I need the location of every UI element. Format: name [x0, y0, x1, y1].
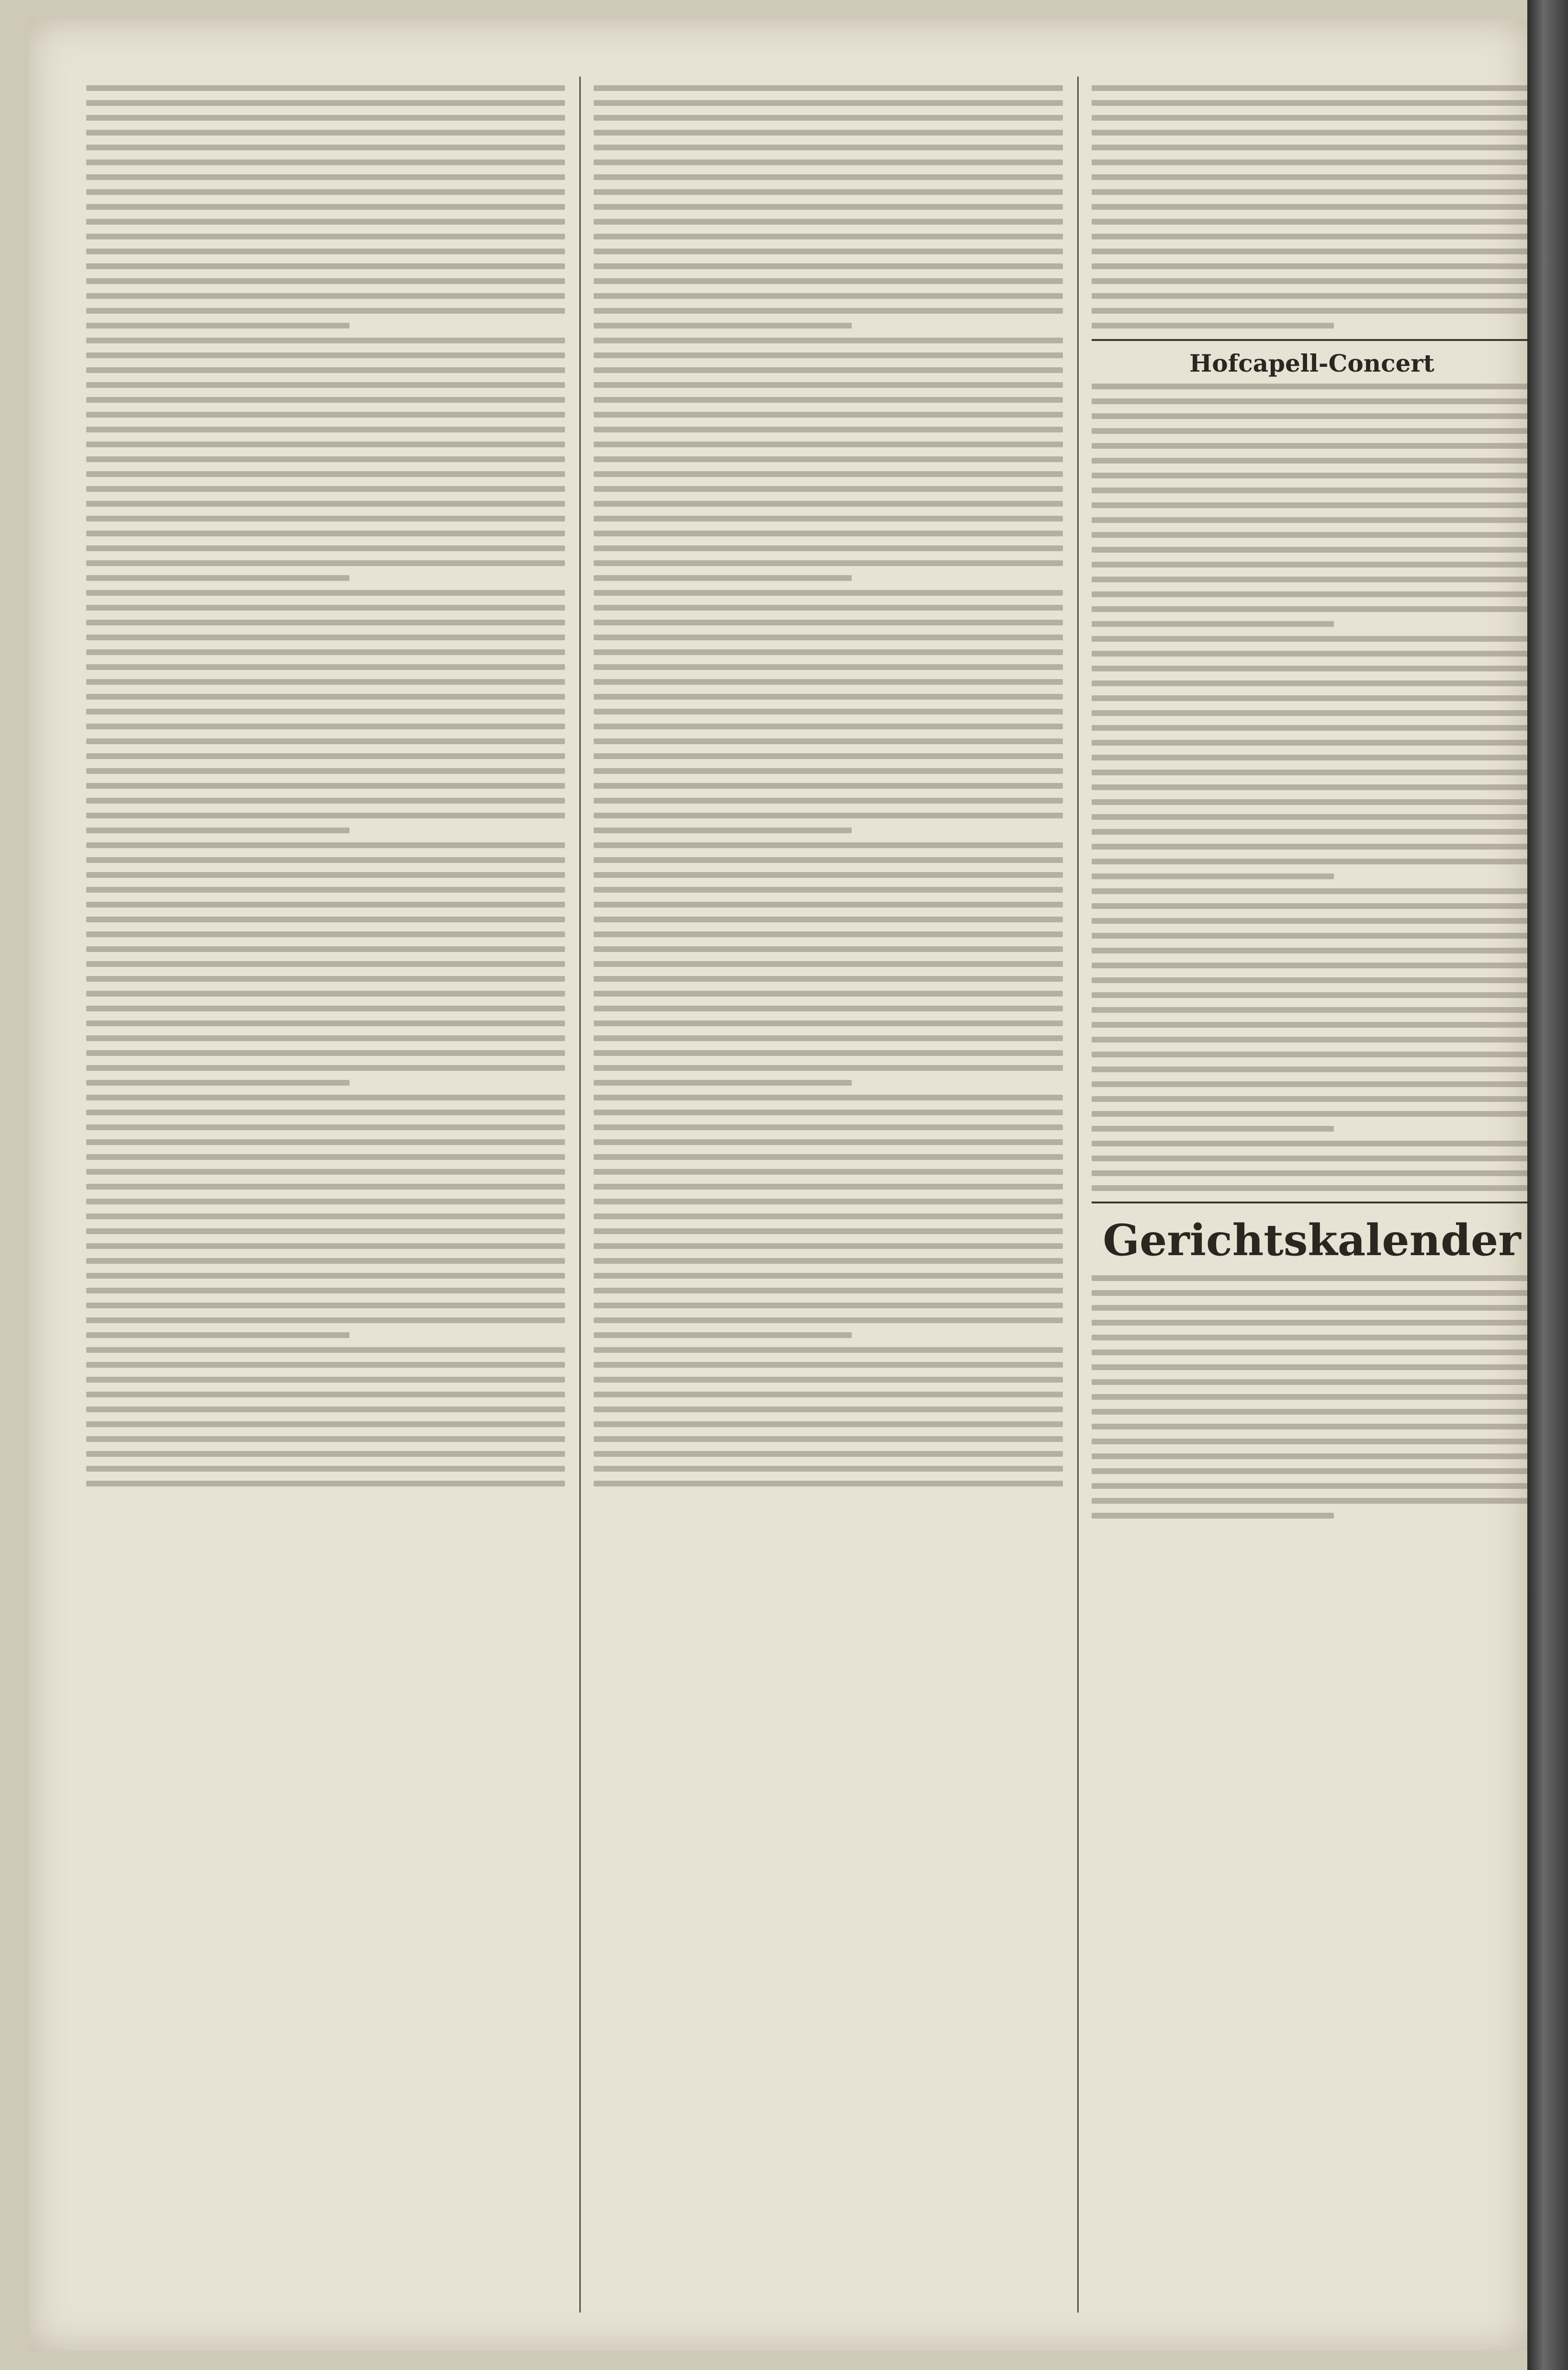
text-line-placeholder	[86, 159, 565, 165]
text-line-placeholder	[594, 842, 1063, 848]
text-line-placeholder	[1092, 636, 1532, 642]
text-line-placeholder	[1092, 159, 1532, 165]
text-line-placeholder	[86, 100, 565, 106]
text-line-placeholder	[594, 382, 1063, 388]
text-line-placeholder	[594, 516, 1063, 522]
text-line-placeholder	[594, 174, 1063, 180]
text-line-placeholder	[1092, 443, 1532, 449]
column-3	[1092, 77, 1532, 2313]
text-line-placeholder	[1092, 488, 1532, 493]
text-line-placeholder	[86, 545, 565, 551]
text-line-placeholder	[86, 1288, 565, 1293]
text-line-placeholder	[594, 1362, 1063, 1368]
text-line-placeholder	[1092, 829, 1532, 835]
text-line-placeholder	[594, 1035, 1063, 1041]
text-line-placeholder	[594, 753, 1063, 759]
text-line-placeholder	[86, 1243, 565, 1249]
text-line-placeholder	[1092, 591, 1532, 597]
text-line-placeholder	[1092, 859, 1532, 864]
text-line-placeholder	[1092, 189, 1532, 195]
text-line-placeholder	[594, 857, 1063, 863]
text-line-placeholder	[1092, 473, 1532, 478]
text-line-placeholder	[86, 1228, 565, 1234]
text-line-placeholder	[1092, 398, 1532, 404]
text-line-placeholder	[86, 1303, 565, 1308]
text-line-placeholder	[86, 946, 565, 952]
text-line-placeholder	[594, 902, 1063, 907]
text-line-placeholder	[594, 620, 1063, 625]
text-line-placeholder	[594, 961, 1063, 967]
text-line-placeholder	[86, 961, 565, 967]
text-line-placeholder	[86, 887, 565, 893]
text-line-placeholder	[1092, 977, 1532, 983]
text-line-placeholder	[594, 278, 1063, 284]
text-line-placeholder	[86, 1213, 565, 1219]
text-line-placeholder	[86, 724, 565, 729]
text-line-placeholder	[86, 768, 565, 774]
text-line-placeholder	[86, 501, 565, 507]
text-line-placeholder	[86, 1110, 565, 1115]
text-line-placeholder	[86, 130, 565, 136]
text-line-placeholder	[594, 145, 1063, 150]
section-heading: Hofcapell-Concert	[1189, 349, 1434, 377]
text-line-placeholder	[1092, 1066, 1532, 1072]
text-line-placeholder	[86, 917, 565, 922]
text-line-placeholder	[1092, 680, 1532, 686]
text-line-placeholder	[1092, 1111, 1532, 1117]
text-line-placeholder	[1092, 1275, 1532, 1281]
text-line-placeholder	[594, 219, 1063, 225]
text-line-placeholder	[86, 471, 565, 477]
text-line-placeholder	[594, 1451, 1063, 1457]
text-line-placeholder	[594, 338, 1063, 343]
text-line-placeholder	[594, 1065, 1063, 1071]
text-line-placeholder	[86, 1154, 565, 1160]
text-line-placeholder	[1092, 725, 1532, 731]
text-line-placeholder	[1092, 278, 1532, 284]
text-line-placeholder	[1092, 918, 1532, 924]
text-line-placeholder	[86, 902, 565, 907]
text-line-placeholder	[86, 263, 565, 269]
text-line-placeholder	[594, 1273, 1063, 1279]
text-line-placeholder	[86, 1406, 565, 1412]
text-line-placeholder	[594, 1347, 1063, 1353]
text-line-placeholder	[594, 1050, 1063, 1056]
text-line-placeholder	[1092, 1513, 1334, 1519]
text-line-placeholder	[594, 1258, 1063, 1264]
column-rule	[1077, 77, 1079, 2313]
text-line-placeholder	[594, 293, 1063, 299]
text-line-placeholder	[1092, 323, 1334, 329]
text-line-placeholder	[1092, 1498, 1532, 1504]
text-line-placeholder	[86, 1421, 565, 1427]
text-line-placeholder	[86, 1273, 565, 1279]
text-line-placeholder	[1092, 219, 1532, 225]
text-line-placeholder	[86, 234, 565, 239]
text-line-placeholder	[1092, 517, 1532, 523]
text-line-placeholder	[1092, 1483, 1532, 1489]
text-line-placeholder	[86, 427, 565, 432]
text-line-placeholder	[86, 1347, 565, 1353]
text-line-placeholder	[594, 471, 1063, 477]
text-line-placeholder	[1092, 234, 1532, 239]
text-line-placeholder	[86, 753, 565, 759]
text-line-placeholder	[594, 1243, 1063, 1249]
text-line-placeholder	[1092, 1394, 1532, 1400]
text-line-placeholder	[86, 976, 565, 982]
text-line-placeholder	[594, 709, 1063, 714]
text-line-placeholder	[594, 1317, 1063, 1323]
text-line-placeholder	[594, 159, 1063, 165]
text-line-placeholder	[1092, 130, 1532, 136]
text-line-placeholder	[1092, 1320, 1532, 1326]
text-line-placeholder	[1092, 1126, 1334, 1132]
text-line-placeholder	[594, 501, 1063, 507]
text-line-placeholder	[594, 1006, 1063, 1011]
text-line-placeholder	[86, 1362, 565, 1368]
text-line-placeholder	[594, 1392, 1063, 1397]
column-rule	[579, 77, 581, 2313]
text-line-placeholder	[86, 1006, 565, 1011]
text-block	[86, 85, 565, 1486]
text-line-placeholder	[1092, 710, 1532, 716]
text-line-placeholder	[594, 991, 1063, 997]
text-line-placeholder	[594, 813, 1063, 818]
text-line-placeholder	[86, 531, 565, 536]
text-line-placeholder	[86, 189, 565, 195]
text-line-placeholder	[1092, 755, 1532, 760]
text-line-placeholder	[1092, 384, 1532, 389]
text-line-placeholder	[1092, 1007, 1532, 1013]
text-line-placeholder	[1092, 562, 1532, 567]
text-line-placeholder	[594, 649, 1063, 655]
text-line-placeholder	[594, 1421, 1063, 1427]
text-line-placeholder	[86, 605, 565, 611]
text-line-placeholder	[594, 917, 1063, 922]
text-line-placeholder	[86, 1021, 565, 1026]
text-line-placeholder	[594, 768, 1063, 774]
text-line-placeholder	[594, 1481, 1063, 1486]
text-line-placeholder	[594, 412, 1063, 418]
text-line-placeholder	[594, 1466, 1063, 1472]
text-line-placeholder	[594, 1228, 1063, 1234]
text-line-placeholder	[594, 575, 852, 581]
text-line-placeholder	[86, 560, 565, 566]
text-line-placeholder	[594, 531, 1063, 536]
text-line-placeholder	[86, 174, 565, 180]
text-line-placeholder	[86, 857, 565, 863]
text-line-placeholder	[594, 783, 1063, 789]
text-line-placeholder	[594, 249, 1063, 254]
text-line-placeholder	[86, 1377, 565, 1383]
text-line-placeholder	[86, 85, 565, 91]
text-line-placeholder	[86, 1332, 350, 1338]
text-line-placeholder	[594, 456, 1063, 462]
text-line-placeholder	[86, 397, 565, 403]
text-line-placeholder	[594, 887, 1063, 893]
text-line-placeholder	[1092, 1141, 1532, 1146]
text-block	[1092, 85, 1532, 329]
text-line-placeholder	[594, 635, 1063, 640]
text-line-placeholder	[594, 946, 1063, 952]
text-line-placeholder	[86, 115, 565, 121]
text-line-placeholder	[86, 931, 565, 937]
text-line-placeholder	[86, 798, 565, 804]
text-line-placeholder	[594, 1377, 1063, 1383]
text-line-placeholder	[86, 575, 350, 581]
text-line-placeholder	[86, 1080, 350, 1086]
text-line-placeholder	[86, 367, 565, 373]
text-line-placeholder	[594, 1332, 852, 1338]
text-line-placeholder	[594, 352, 1063, 358]
text-line-placeholder	[1092, 740, 1532, 746]
text-line-placeholder	[86, 249, 565, 254]
text-line-placeholder	[1092, 844, 1532, 850]
text-line-placeholder	[594, 189, 1063, 195]
newspaper-page	[29, 19, 1527, 2351]
text-line-placeholder	[86, 872, 565, 878]
text-line-placeholder	[86, 991, 565, 997]
text-line-placeholder	[594, 1139, 1063, 1145]
text-line-placeholder	[86, 1035, 565, 1041]
text-line-placeholder	[1092, 814, 1532, 820]
section-rule	[1092, 339, 1532, 341]
text-line-placeholder	[594, 664, 1063, 670]
text-line-placeholder	[1092, 547, 1532, 553]
text-line-placeholder	[594, 828, 852, 833]
text-line-placeholder	[594, 738, 1063, 744]
text-line-placeholder	[1092, 963, 1532, 968]
text-line-placeholder	[594, 1080, 852, 1086]
text-line-placeholder	[1092, 1170, 1532, 1176]
text-line-placeholder	[594, 486, 1063, 492]
text-line-placeholder	[1092, 308, 1532, 314]
text-line-placeholder	[86, 1258, 565, 1264]
text-line-placeholder	[1092, 606, 1532, 612]
text-line-placeholder	[1092, 1081, 1532, 1087]
text-line-placeholder	[594, 798, 1063, 804]
text-line-placeholder	[1092, 1409, 1532, 1415]
text-line-placeholder	[1092, 1424, 1532, 1429]
scan-edge	[1527, 0, 1568, 2370]
text-line-placeholder	[594, 263, 1063, 269]
text-line-placeholder	[1092, 577, 1532, 582]
text-line-placeholder	[1092, 1439, 1532, 1444]
section-rule	[1092, 1202, 1532, 1203]
text-line-placeholder	[86, 352, 565, 358]
text-line-placeholder	[86, 516, 565, 522]
text-line-placeholder	[86, 694, 565, 700]
text-line-placeholder	[1092, 263, 1532, 269]
text-line-placeholder	[1092, 1037, 1532, 1043]
text-line-placeholder	[594, 1021, 1063, 1026]
text-line-placeholder	[1092, 770, 1532, 775]
text-line-placeholder	[1092, 458, 1532, 464]
text-block	[594, 85, 1063, 1486]
text-line-placeholder	[594, 367, 1063, 373]
text-line-placeholder	[1092, 1468, 1532, 1474]
text-line-placeholder	[594, 694, 1063, 700]
text-line-placeholder	[1092, 100, 1532, 106]
text-line-placeholder	[1092, 651, 1532, 657]
text-line-placeholder	[1092, 1185, 1532, 1191]
text-line-placeholder	[1092, 1305, 1532, 1311]
text-line-placeholder	[1092, 666, 1532, 671]
text-line-placeholder	[594, 115, 1063, 121]
text-line-placeholder	[1092, 1349, 1532, 1355]
text-line-placeholder	[1092, 695, 1532, 701]
text-line-placeholder	[594, 590, 1063, 596]
text-line-placeholder	[86, 709, 565, 714]
text-line-placeholder	[86, 1392, 565, 1397]
text-line-placeholder	[594, 560, 1063, 566]
text-line-placeholder	[594, 931, 1063, 937]
text-line-placeholder	[86, 1095, 565, 1100]
text-line-placeholder	[1092, 873, 1334, 879]
text-line-placeholder	[594, 234, 1063, 239]
text-line-placeholder	[1092, 532, 1532, 538]
text-line-placeholder	[1092, 799, 1532, 805]
text-line-placeholder	[86, 679, 565, 685]
text-line-placeholder	[1092, 1364, 1532, 1370]
text-line-placeholder	[86, 219, 565, 225]
text-line-placeholder	[594, 679, 1063, 685]
text-line-placeholder	[594, 724, 1063, 729]
text-block	[1092, 1275, 1532, 1519]
text-line-placeholder	[86, 145, 565, 150]
text-line-placeholder	[1092, 428, 1532, 434]
text-line-placeholder	[1092, 992, 1532, 998]
text-line-placeholder	[1092, 948, 1532, 953]
text-line-placeholder	[1092, 413, 1532, 419]
text-line-placeholder	[594, 100, 1063, 106]
text-line-placeholder	[86, 278, 565, 284]
text-line-placeholder	[86, 813, 565, 818]
text-line-placeholder	[86, 842, 565, 848]
text-line-placeholder	[86, 308, 565, 314]
text-line-placeholder	[594, 85, 1063, 91]
text-line-placeholder	[1092, 502, 1532, 508]
text-line-placeholder	[1092, 1290, 1532, 1296]
text-line-placeholder	[594, 605, 1063, 611]
column-2	[594, 77, 1063, 2313]
text-line-placeholder	[86, 1466, 565, 1472]
text-line-placeholder	[86, 1124, 565, 1130]
text-line-placeholder	[86, 1436, 565, 1442]
text-line-placeholder	[594, 442, 1063, 447]
text-line-placeholder	[1092, 784, 1532, 790]
text-line-placeholder	[1092, 1335, 1532, 1340]
text-line-placeholder	[1092, 1379, 1532, 1385]
text-line-placeholder	[1092, 293, 1532, 299]
text-line-placeholder	[594, 1303, 1063, 1308]
text-line-placeholder	[86, 1050, 565, 1056]
text-line-placeholder	[86, 1481, 565, 1486]
text-line-placeholder	[86, 486, 565, 492]
text-line-placeholder	[86, 1199, 565, 1204]
text-line-placeholder	[86, 664, 565, 670]
text-line-placeholder	[86, 293, 565, 299]
text-line-placeholder	[594, 427, 1063, 432]
text-line-placeholder	[1092, 1052, 1532, 1057]
text-line-placeholder	[594, 1406, 1063, 1412]
text-line-placeholder	[1092, 1453, 1532, 1459]
text-line-placeholder	[594, 545, 1063, 551]
text-line-placeholder	[594, 1288, 1063, 1293]
text-line-placeholder	[594, 323, 852, 329]
text-line-placeholder	[86, 620, 565, 625]
text-line-placeholder	[86, 1139, 565, 1145]
text-line-placeholder	[86, 456, 565, 462]
text-line-placeholder	[594, 1213, 1063, 1219]
text-line-placeholder	[86, 1065, 565, 1071]
section-heading: Gerichtskalender	[1103, 1215, 1521, 1266]
text-line-placeholder	[1092, 204, 1532, 210]
text-line-placeholder	[594, 1199, 1063, 1204]
text-line-placeholder	[86, 635, 565, 640]
text-line-placeholder	[1092, 174, 1532, 180]
text-line-placeholder	[594, 397, 1063, 403]
text-line-placeholder	[86, 1184, 565, 1190]
text-line-placeholder	[594, 308, 1063, 314]
text-line-placeholder	[594, 1095, 1063, 1100]
text-line-placeholder	[86, 204, 565, 210]
text-line-placeholder	[594, 1110, 1063, 1115]
text-line-placeholder	[594, 976, 1063, 982]
text-line-placeholder	[86, 382, 565, 388]
text-line-placeholder	[594, 1169, 1063, 1175]
text-line-placeholder	[1092, 1022, 1532, 1028]
text-line-placeholder	[1092, 933, 1532, 939]
text-line-placeholder	[594, 872, 1063, 878]
text-line-placeholder	[1092, 249, 1532, 254]
text-line-placeholder	[86, 1317, 565, 1323]
text-line-placeholder	[86, 412, 565, 418]
text-line-placeholder	[594, 1124, 1063, 1130]
text-line-placeholder	[86, 738, 565, 744]
text-line-placeholder	[594, 1436, 1063, 1442]
text-line-placeholder	[1092, 85, 1532, 91]
text-line-placeholder	[594, 1184, 1063, 1190]
text-line-placeholder	[86, 783, 565, 789]
column-1	[86, 77, 565, 2313]
text-line-placeholder	[86, 1169, 565, 1175]
text-line-placeholder	[86, 1451, 565, 1457]
text-line-placeholder	[1092, 1096, 1532, 1102]
text-line-placeholder	[86, 649, 565, 655]
text-line-placeholder	[1092, 1156, 1532, 1161]
text-line-placeholder	[594, 204, 1063, 210]
text-line-placeholder	[1092, 903, 1532, 909]
text-line-placeholder	[1092, 145, 1532, 150]
text-line-placeholder	[1092, 621, 1334, 627]
text-block	[1092, 384, 1532, 1191]
text-line-placeholder	[86, 323, 350, 329]
text-line-placeholder	[1092, 888, 1532, 894]
text-line-placeholder	[86, 590, 565, 596]
text-line-placeholder	[86, 828, 350, 833]
text-line-placeholder	[86, 338, 565, 343]
text-line-placeholder	[594, 1154, 1063, 1160]
text-line-placeholder	[594, 130, 1063, 136]
text-line-placeholder	[86, 442, 565, 447]
text-line-placeholder	[1092, 115, 1532, 121]
